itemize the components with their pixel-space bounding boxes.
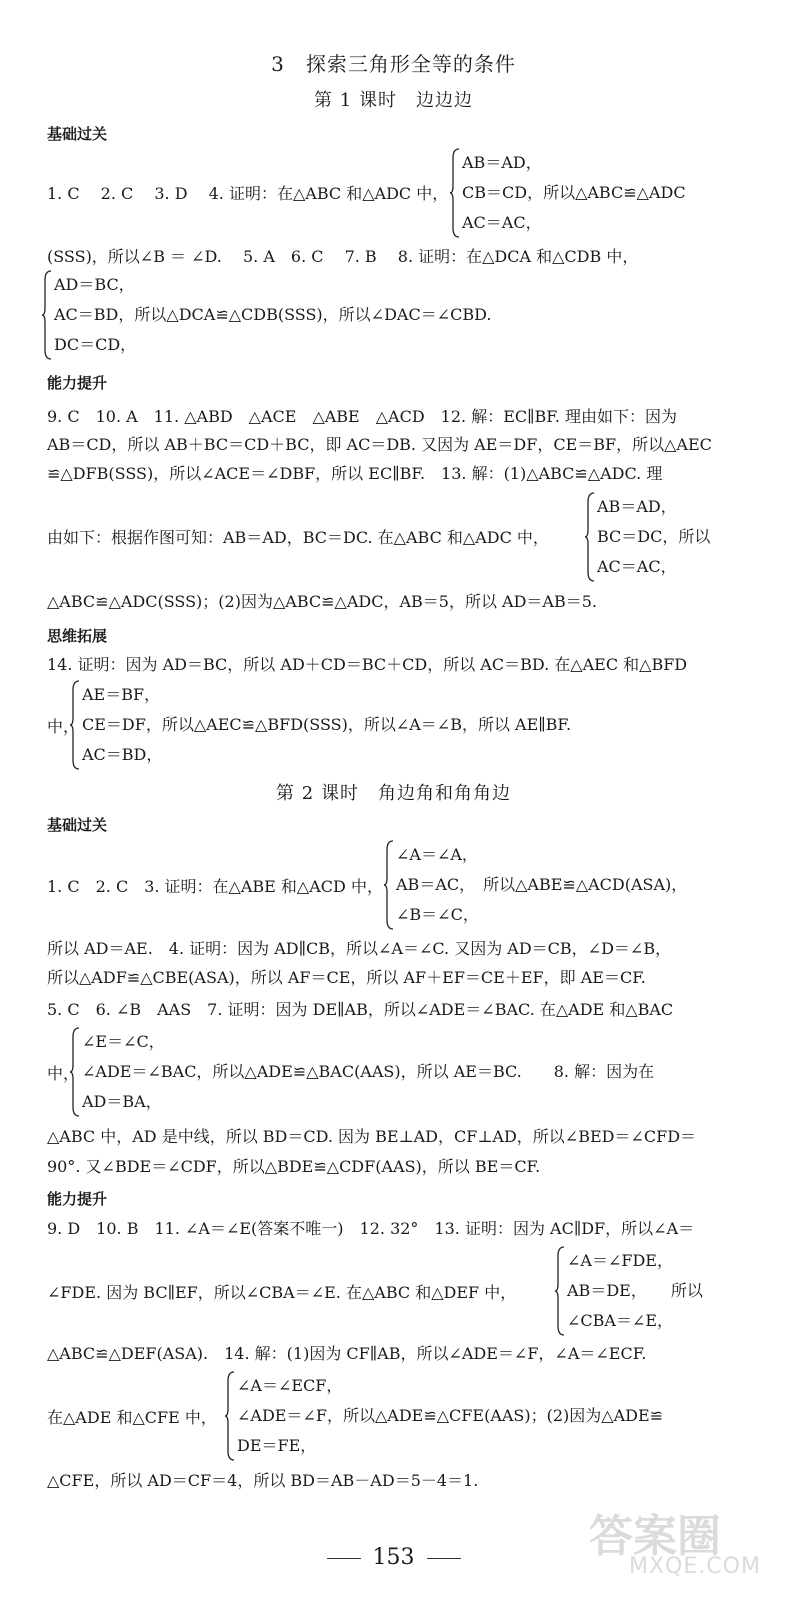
sys-row: ∠B＝∠C， <box>396 905 479 924</box>
brace-icon <box>450 148 460 238</box>
s3-system <box>70 680 571 770</box>
sys-row: ∠ADE＝∠F，所以△ADE≌△CFE(AAS)；(2)因为△ADE≌ <box>237 1406 664 1425</box>
section-title: 3 探索三角形全等的条件 <box>271 52 516 76</box>
sys-row: ∠CBA＝∠E， <box>567 1311 674 1330</box>
sys-row: AE＝BF， <box>82 685 161 704</box>
s5-system2 <box>225 1371 663 1461</box>
watermark-logo <box>589 1500 769 1590</box>
brace-icon <box>70 1027 80 1117</box>
brace-icon <box>225 1371 235 1461</box>
sys-row: AC＝BD， <box>82 745 163 764</box>
sys-row: CB＝CD，所以△ABC≌△ADC <box>462 183 686 202</box>
divider <box>327 1558 361 1559</box>
divider <box>427 1558 461 1559</box>
s4-line1: 1. C 2. C 3. 证明：在△ABE 和△ACD 中， <box>47 877 383 896</box>
sys-row: ∠A＝∠ECF， <box>237 1376 343 1395</box>
lesson2-title: 第 2 课时 角边角和角角边 <box>276 783 511 804</box>
brace-icon <box>585 492 595 582</box>
sys-row: ∠A＝∠A， <box>396 845 478 864</box>
sys-row: AB＝DE， 所以 <box>567 1281 703 1300</box>
heading-ability-2: 能力提升 <box>47 1190 108 1208</box>
s4-system2 <box>70 1027 654 1117</box>
s4-line6: 90°. 又∠BDE＝∠CDF，所以△BDE≌△CDF(AAS)，所以 BE＝CF. <box>47 1157 541 1176</box>
sys-row: AC＝BD，所以△DCA≌△CDB(SSS)，所以∠DAC＝∠CBD. <box>54 305 492 324</box>
sys-row: ∠A＝∠FDE， <box>567 1251 673 1270</box>
sys-row: DC＝CD， <box>54 335 137 354</box>
brace-icon <box>555 1246 565 1336</box>
heading-basic-2: 基础过关 <box>47 816 108 834</box>
heading-ability-1: 能力提升 <box>47 374 108 392</box>
s3-line1: 14. 证明：因为 AD＝BC，所以 AD＋CD＝BC＋CD，所以 AC＝BD. 在△AEC 和△BFD <box>47 655 688 674</box>
sys-row: BC＝DC，所以 <box>597 527 711 546</box>
s4-system1 <box>384 840 687 930</box>
sys-row: AC＝AC， <box>462 213 542 232</box>
s5-prefix: 在△ADE 和△CFE 中， <box>47 1408 217 1427</box>
sys-row: ∠E＝∠C， <box>82 1032 165 1051</box>
heading-extension: 思维拓展 <box>47 627 108 645</box>
s2-line1: 9. C 10. A 11. △ABD △ACE △ABE △ACD 12. 解：EC∥BF. 理由如下：因为 <box>47 407 678 426</box>
s1-line1: 1. C 2. C 3. D 4. 证明：在△ABC 和△ADC 中， <box>47 184 449 203</box>
sys-row: AB＝AD， <box>597 497 677 516</box>
s2-line4: 由如下：根据作图可知：AB＝AD，BC＝DC. 在△ABC 和△ADC 中， <box>47 528 549 547</box>
s2-line2: AB＝CD，所以 AB＋BC＝CD＋BC，即 AC＝DB. 又因为 AE＝DF，CE＝BF，所以△AEC <box>47 435 712 454</box>
s3-prefix: 中， <box>47 717 80 736</box>
brace-icon <box>42 270 52 360</box>
s4-line2: 所以 AD＝AE. 4. 证明：因为 AD∥CB，所以∠A＝∠C. 又因为 AD＝CB，∠D＝∠B， <box>47 939 672 958</box>
s1-system1 <box>450 148 686 238</box>
brace-icon <box>70 680 80 770</box>
s4-line4: 5. C 6. ∠B AAS 7. 证明：因为 DE∥AB，所以∠ADE＝∠BAC. 在△ADE 和△BAC <box>47 1000 674 1019</box>
s2-system <box>585 492 710 582</box>
sys-row: AD＝BA， <box>82 1092 162 1111</box>
sys-row: AB＝AC， 所以△ABE≌△ACD(ASA)， <box>396 875 688 894</box>
watermark-url: MXQE.COM <box>629 1554 761 1579</box>
sys-row: ∠ADE＝∠BAC，所以△ADE≌△BAC(AAS)，所以 AE＝BC. 8. 解：因为在 <box>82 1062 655 1081</box>
s5-line1: 9. D 10. B 11. ∠A＝∠E(答案不唯一) 12. 32° 13. 证明：因为 AC∥DF，所以∠A＝ <box>47 1219 695 1238</box>
s5-line3: △ABC≌△DEF(ASA). 14. 解：(1)因为 CF∥AB，所以∠ADE＝∠F，∠A＝∠ECF. <box>47 1344 647 1363</box>
sys-row: AB＝AD， <box>462 153 542 172</box>
page-number-text: 153 <box>372 1545 415 1570</box>
sys-row: AD＝BC， <box>54 275 135 294</box>
s5-line4: △CFE，所以 AD＝CF＝4，所以 BD＝AB－AD＝5－4＝1. <box>47 1471 479 1490</box>
watermark-text: 答案圈 <box>589 1511 721 1562</box>
sys-row: DE＝FE， <box>237 1436 317 1455</box>
s5-line2: ∠FDE. 因为 BC∥EF，所以∠CBA＝∠E. 在△ABC 和△DEF 中， <box>47 1283 517 1302</box>
s1-system2 <box>42 270 491 360</box>
sys-row: AC＝AC， <box>597 557 677 576</box>
sys-row: CE＝DF，所以△AEC≌△BFD(SSS)，所以∠A＝∠B，所以 AE∥BF. <box>82 715 572 734</box>
s2-line5: △ABC≌△ADC(SSS)；(2)因为△ABC≌△ADC，AB＝5，所以 AD＝AB＝5. <box>47 592 597 611</box>
s1-line2: (SSS)，所以∠B ＝ ∠D. 5. A 6. C 7. B 8. 证明：在△DCA 和△CDB 中， <box>47 247 639 266</box>
heading-basic-1: 基础过关 <box>47 125 108 143</box>
s4-line5: △ABC 中，AD 是中线，所以 BD＝CD. 因为 BE⊥AD，CF⊥AD，所以∠BED＝∠CFD＝ <box>47 1127 697 1146</box>
s4-prefix: 中， <box>47 1064 80 1083</box>
s2-line3: ≌△DFB(SSS)，所以∠ACE＝∠DBF，所以 EC∥BF. 13. 解：(1)△ABC≌△ADC. 理 <box>47 464 663 483</box>
s4-line3: 所以△ADF≌△CBE(ASA)，所以 AF＝CE，所以 AF＋EF＝CE＋EF，即 AE＝CF. <box>47 968 646 987</box>
s5-system1 <box>555 1246 703 1336</box>
lesson1-title: 第 1 课时 边边边 <box>314 90 473 111</box>
brace-icon <box>384 840 394 930</box>
